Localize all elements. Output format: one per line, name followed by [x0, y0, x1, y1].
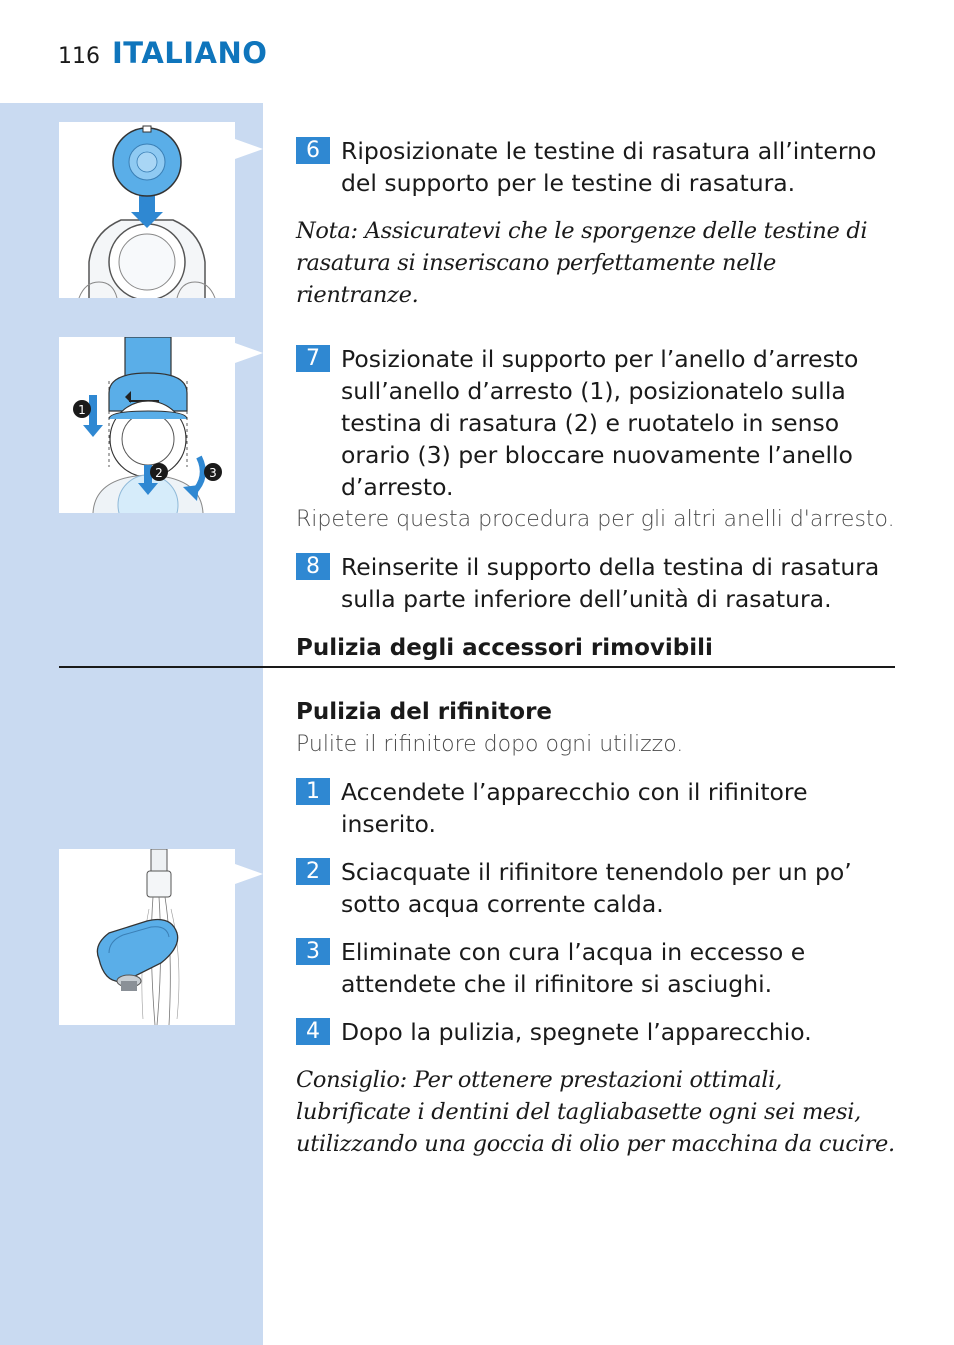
step-number-badge: 1 — [296, 778, 330, 805]
language-title: ITALIANO — [112, 36, 268, 70]
section-divider — [59, 666, 895, 668]
step-number-badge: 7 — [296, 345, 330, 372]
step-text: Posizionate il supporto per l’anello d’arresto sull’anello d’arresto (1), posizionatelo sulla testina di rasatura (2) e ruotatelo in senso orario (3) per bloccare nuovamente l’anello d’arresto. — [341, 345, 859, 501]
step-text: Dopo la pulizia, spegnete l’apparecchio. — [341, 1018, 812, 1046]
step-6-block — [296, 135, 896, 199]
figure-pointer — [235, 343, 263, 363]
step-item — [296, 856, 896, 920]
step-number-badge: 6 — [296, 137, 330, 164]
repeat-instruction: Ripetere questa procedura per gli altri anelli d'arresto. — [296, 507, 895, 532]
step-item — [296, 551, 896, 615]
step-7-block — [296, 343, 896, 503]
step-number-badge: 2 — [296, 858, 330, 885]
step-text: Eliminate con cura l’acqua in eccesso e attendete che il rifinitore si asciughi. — [341, 938, 806, 998]
step-3-block — [296, 936, 896, 1000]
note-paragraph: Nota: Assicuratevi che le sporgenze delle testine di rasatura si inseriscano perfettamente nelle rientranze. — [296, 218, 868, 308]
step-8-block — [296, 551, 896, 615]
step-number-badge: 3 — [296, 938, 330, 965]
subsection-intro: Pulite il rifinitore dopo ogni utilizzo. — [296, 732, 684, 757]
step-item — [296, 936, 896, 1000]
figure-trimmer-rinse — [59, 849, 235, 1025]
step-text: Accendete l’apparecchio con il rifinitore inserito. — [341, 778, 808, 838]
figure-retaining-ring-holder — [59, 337, 235, 513]
figure-label-1: 1 — [78, 403, 86, 417]
figure-label-3: 3 — [209, 466, 217, 480]
step-item — [296, 1016, 896, 1048]
step-text: Sciacquate il rifinitore tenendolo per un po’ sotto acqua corrente calda. — [341, 858, 852, 918]
section-heading: Pulizia degli accessori rimovibili — [296, 635, 713, 661]
step-item — [296, 343, 896, 503]
step-number-badge: 8 — [296, 553, 330, 580]
figure-shaving-head-insert — [59, 122, 235, 298]
step-2-block — [296, 856, 896, 920]
step-item — [296, 776, 896, 840]
figure-pointer — [235, 139, 263, 159]
step-text: Riposizionate le testine di rasatura all’interno del supporto per le testine di rasatura. — [341, 137, 877, 197]
figure-pointer — [235, 864, 263, 884]
step-text: Reinserite il supporto della testina di rasatura sulla parte inferiore dell’unità di rasatura. — [341, 553, 880, 613]
step-item — [296, 135, 896, 199]
step-1-block — [296, 776, 896, 840]
figure-label-2: 2 — [155, 466, 163, 480]
page-header — [58, 36, 267, 72]
tip-paragraph: Consiglio: Per ottenere prestazioni ottimali, lubrificate i dentini del tagliabasette ogni sei mesi, utilizzando una goccia di olio per macchina da cucire. — [296, 1067, 895, 1157]
page-number: 116 — [58, 44, 100, 69]
step-number-badge: 4 — [296, 1018, 330, 1045]
step-4-block — [296, 1016, 896, 1048]
subsection-heading: Pulizia del rifinitore — [296, 699, 553, 725]
